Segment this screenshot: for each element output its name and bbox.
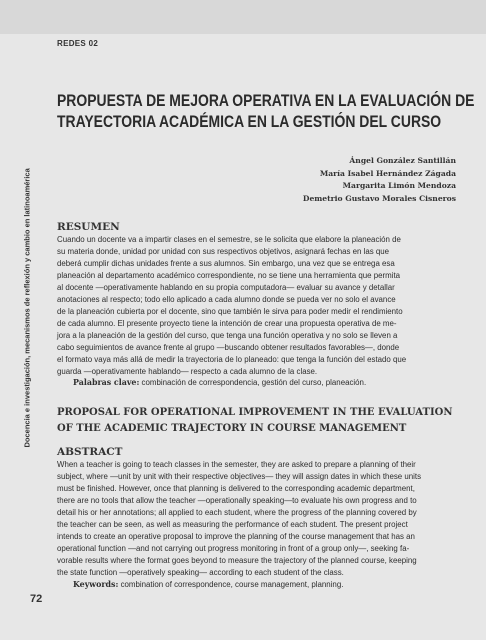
keywords-text: combinación de correspondencia, gestión del curso, planeación. [139, 378, 367, 387]
resumen-line: anotaciones al respecto; todo ello aplicado a cada alumno donde se pueda ver no solo el avance [57, 295, 396, 304]
abstract-line: When a teacher is going to teach classes in the semester, they are asked to prepare a planning of their [57, 460, 416, 469]
resumen-line: al docente —operativamente hablando en su propia computadora— evaluar su avance y detallar [57, 283, 395, 292]
resumen-body [57, 234, 453, 378]
title-line: TRAYECTORIA ACADÉMICA EN LA GESTIÓN DEL CURSO [57, 112, 442, 131]
resumen-keywords [73, 378, 366, 387]
abstract-line: intends to create an operative proposal to improve the planning of the course management that has an [57, 532, 415, 541]
english-title-line: OF THE ACADEMIC TRAJECTORY IN COURSE MANAGEMENT [57, 423, 407, 434]
resumen-line: jora a la planeación de la gestión del curso, que tenga una función operativa y no solo se lleven a [57, 331, 398, 340]
author-list [303, 155, 456, 206]
abstract-line: vorable results where the format goes beyond to measure the trajectory of the planned course, keeping [57, 556, 417, 565]
resumen-heading: RESUMEN [57, 221, 120, 233]
english-title [57, 405, 452, 437]
abstract-line: the state function —operatively speaking— according to each student of the class. [57, 568, 344, 577]
abstract-line: there are no tools that allow the teacher —operationally speaking—to evaluate his own progress and to [57, 496, 417, 505]
abstract-line: subject, where —unit by unit with their respective objectives— they will assign dates in which these units [57, 472, 422, 481]
article-title [57, 90, 475, 132]
top-band [0, 0, 486, 34]
resumen-line: cabo seguimientos de avance frente al grupo —buscando obtener resultados favorables—, donde [57, 343, 400, 352]
abstract-line: the teacher can be seen, as well as measuring the performance of each student. The present project [57, 520, 408, 529]
author-name: María Isabel Hernández Zágada [319, 168, 456, 178]
author-name: Ángel González Santillán [349, 156, 456, 165]
keywords-label: Palabras clave: [73, 378, 140, 387]
resumen-line: el formato vaya más allá de medir la trayectoria de lo planeado: que tenga la función del estado que [57, 355, 407, 364]
title-line: PROPUESTA DE MEJORA OPERATIVA EN LA EVALUACIÓN DE [57, 91, 475, 110]
section-header: REDES 02 [57, 39, 99, 48]
keywords-text: combination of correspondence, course management, planning. [118, 580, 344, 589]
side-text: Docencia e investigación, mecanismos de reflexión y cambio en latinoamérica [22, 168, 32, 448]
abstract-line: must be finished. However, once that planning is delivered to the corresponding academic department, [57, 484, 415, 493]
abstract-body [57, 459, 453, 579]
author-name: Demetrio Gustavo Morales Cisneros [302, 194, 456, 204]
page-number: 72 [30, 593, 43, 605]
resumen-line: guarda —operativamente hablando— respecto a cada alumno de la clase. [57, 367, 318, 376]
resumen-line: de la planeación cubierta por el docente, sino que también le sirva para poder medir el rendimiento [57, 307, 403, 316]
keywords-label: Keywords: [73, 580, 119, 589]
resumen-line: su materia donde, unidad por unidad con sus respectivos objetivos, asignará fechas en las que [57, 247, 390, 256]
abstract-heading: ABSTRACT [57, 446, 123, 458]
resumen-line: de cada alumno. El presente proyecto tiene la intención de crear una propuesta operativa de me- [57, 319, 397, 328]
author-name: Margarita Limón Mendoza [342, 181, 456, 191]
english-title-line: PROPOSAL FOR OPERATIONAL IMPROVEMENT IN THE EVALUATION [57, 407, 453, 418]
resumen-line: planeación al departamento académico correspondiente, no se tiene una herramienta que permita [57, 271, 401, 280]
resumen-line: deberá cumplir dichas unidades frente a sus alumnos. Sin embargo, una vez que se entrega esa [57, 259, 395, 268]
abstract-line: detail his or her annotations; all applied to each student, where the progress of the planning covered by [57, 508, 417, 517]
side-running-title [22, 168, 32, 448]
abstract-line: operational function —and not carrying out progress monitoring in front of a group only—, seeking fa- [57, 544, 410, 553]
resumen-line: Cuando un docente va a impartir clases en el semestre, se le solicita que elabore la planeación de [57, 235, 401, 244]
abstract-keywords [73, 580, 343, 589]
